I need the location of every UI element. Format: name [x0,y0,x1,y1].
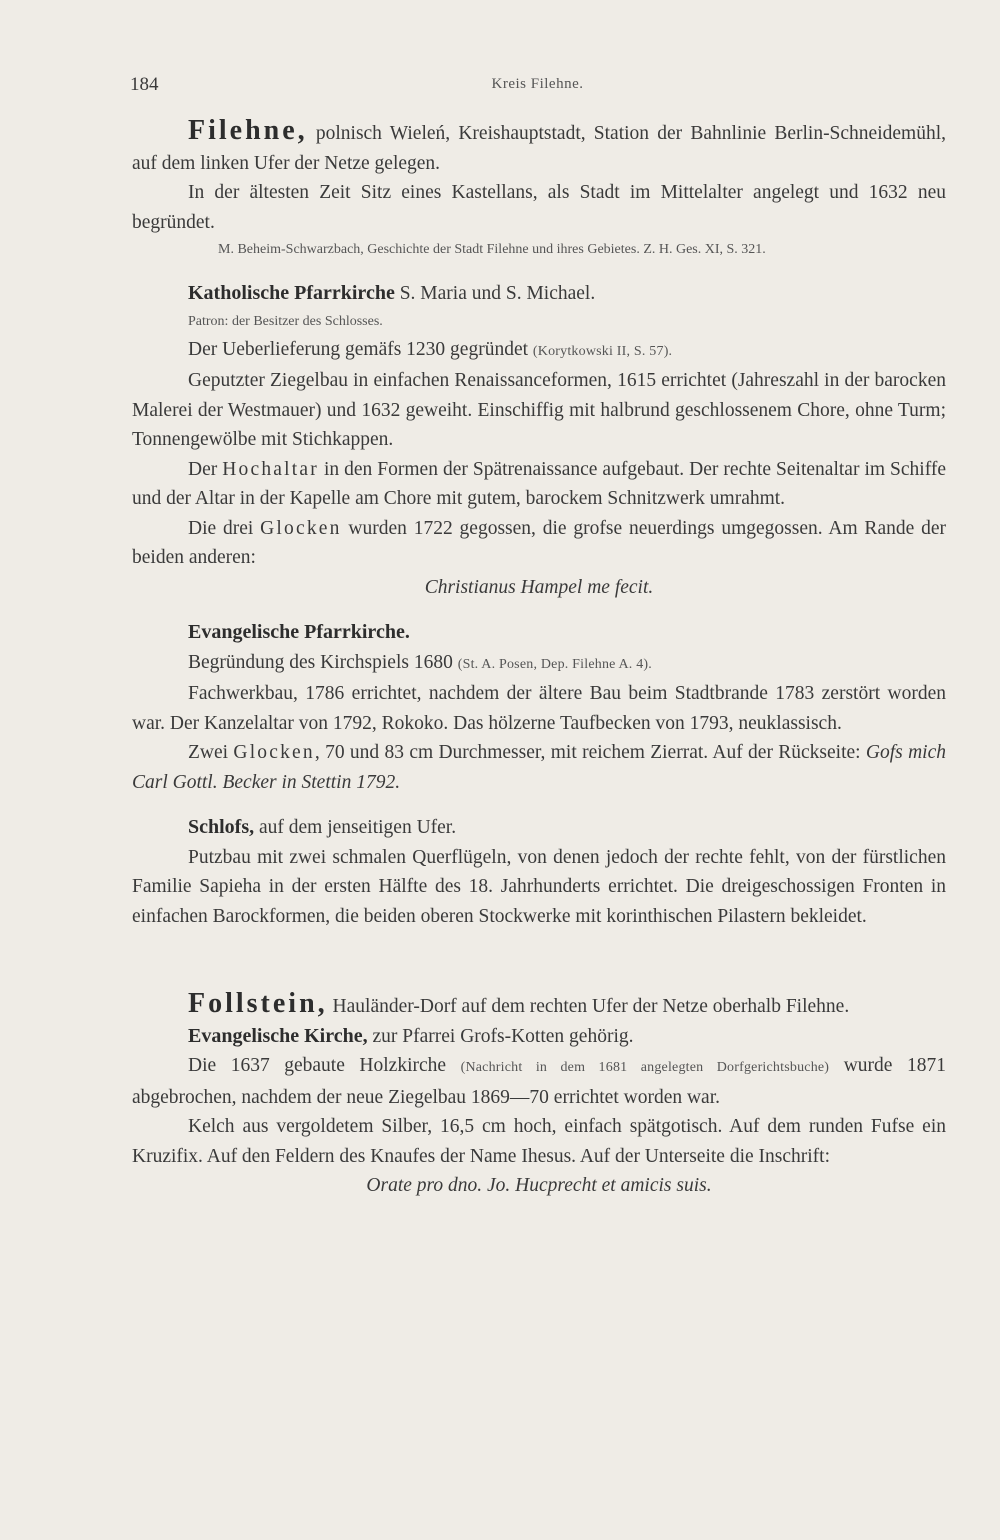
running-head: Kreis Filehne. [491,76,584,92]
schloss-heading-line [132,813,946,843]
filehne-intro [132,116,946,178]
ev-bells-text: , 70 und 83 cm Durchmesser, mit reichem Zierrat. Auf der Rückseite: [314,742,866,763]
follstein-history-pre: Die 1637 gebaute Holzkirche [188,1055,461,1076]
bells-pre: Die drei [188,517,261,539]
page-body [132,116,946,1201]
katholische-patron: Patron: der Besitzer des Schlosses. [188,313,383,329]
schloss-text: Putzbau mit zwei schmalen Querflügeln, von denen jedoch der rechte fehlt, von der fürstlichen Familie Sapieha in der ersten Hälfte des 18. Jahrhunderts errichtet. Die dreigeschossigen Fronten in einfachen Barockformen, die beiden oberen Stockwerke mit korinthischen Pilastern bekleidet. [132,846,946,927]
section-katholische-pfarrkirche [132,279,946,602]
evangelische-building: Fachwerkbau, 1786 errichtet, nachdem der ältere Bau beim Stadtbrande 1783 zerstört worden war. Der Kanzelaltar von 1792, Rokoko. Das hölzerne Taufbecken von 1793, neuklassisch. [132,683,946,734]
schloss-heading-tail: auf dem jenseitigen Ufer. [254,817,457,838]
ev-bells-pre: Zwei [188,742,234,763]
follstein-history [132,1051,946,1112]
altar-keyword: Hochaltar [222,458,319,480]
katholische-founding [132,335,946,367]
katholische-inscription: Christianus Hampel me fecit. [424,576,654,598]
katholische-heading-tail: S. Maria und S. Michael. [394,283,596,304]
evangelische-heading-line [132,618,946,648]
katholische-founding-ref: (Korytkowski II, S. 57). [532,343,673,359]
evangelische-bells [132,738,946,797]
follstein-history-ref: (Nachricht in dem 1681 angelegten Dorfgerichtsbuche) [460,1060,830,1075]
evangelische-heading: Evangelische Pfarrkirche. [188,621,410,643]
altar-pre: Der [188,458,223,480]
place-title-follstein: Follstein, [188,988,328,1019]
evangelische-founding-ref: (St. A. Posen, Dep. Filehne A. 4). [457,656,652,672]
katholische-altar [132,455,946,514]
katholische-founding-text: Der Ueberlieferung gemäfs 1230 gegründet [188,338,533,360]
follstein-kirche-tail: zur Pfarrei Grofs-Kotten gehörig. [367,1025,634,1047]
katholische-bells [132,514,946,573]
follstein-kelch: Kelch aus vergoldetem Silber, 16,5 cm hoch, einfach spätgotisch. Auf dem runden Fufse ein Kruzifix. Auf den Feldern des Knaufes der Name Ihesus. Auf der Unterseite die Inschrift: [132,1116,946,1167]
section-follstein [132,989,946,1201]
bells-keyword: Glocken [260,517,342,539]
section-evangelische-pfarrkirche [132,618,946,797]
follstein-kirche-line [132,1022,946,1052]
page-header [130,74,945,98]
follstein-intro [132,989,946,1022]
section-schloss [132,813,946,931]
evangelische-founding [132,648,946,680]
follstein-kirche-heading: Evangelische Kirche, [188,1024,368,1047]
filehne-reference: M. Beheim-Schwarzbach, Geschichte der Stadt Filehne und ihres Gebietes. Z. H. Ges. XI, S. 321. [218,242,766,257]
section-gap [132,931,946,989]
katholische-heading-line [132,279,946,309]
filehne-history: In der ältesten Zeit Sitz eines Kastellans, als Stadt im Mittelalter angelegt und 1632 neu begründet. [132,182,946,233]
ev-bells-keyword: Glocken [233,742,315,763]
katholische-building: Geputzter Ziegelbau in einfachen Renaissanceformen, 1615 errichtet (Jahreszahl in der barocken Malerei der Westmauer) und 1632 geweiht. Einschiffig mit halbrund geschlossenem Chore, ohne Turm; Tonnengewölbe mit Stichkappen. [132,370,946,450]
altar-text: in den Formen der Spätrenaissance aufgebaut. Der rechte Seitenaltar im Schiffe und der Altar in der Kapelle am Chore mit gutem, barockem Schnitzwerk umrahmt. [132,458,946,509]
schloss-heading: Schlofs, [188,816,255,838]
page-number: 184 [130,74,159,95]
follstein-intro-text: Hauländer-Dorf auf dem rechten Ufer der Netze oberhalb Filehne. [327,996,850,1017]
bells-text: wurden 1722 gegossen, die grofse neuerdings umgegossen. Am Rande der beiden anderen: [132,517,946,568]
filehne-intro-text: polnisch Wieleń, Kreishauptstadt, Station der Bahnlinie Berlin-Schneidemühl, auf dem linken Ufer der Netze gelegen. [132,123,946,174]
katholische-heading: Katholische Pfarrkirche [188,282,395,304]
place-title-filehne: Filehne, [188,115,308,146]
follstein-history-post: wurde 1871 abgebrochen, nachdem der neue Ziegelbau 1869—70 errichtet worden war. [132,1055,946,1108]
evangelische-founding-text: Begründung des Kirchspiels 1680 [188,651,458,673]
ev-bells-inscription: Gofs mich Carl Gottl. Becker in Stettin 1792. [132,742,946,793]
follstein-inscription: Orate pro dno. Jo. Hucprecht et amicis suis. [366,1175,712,1196]
